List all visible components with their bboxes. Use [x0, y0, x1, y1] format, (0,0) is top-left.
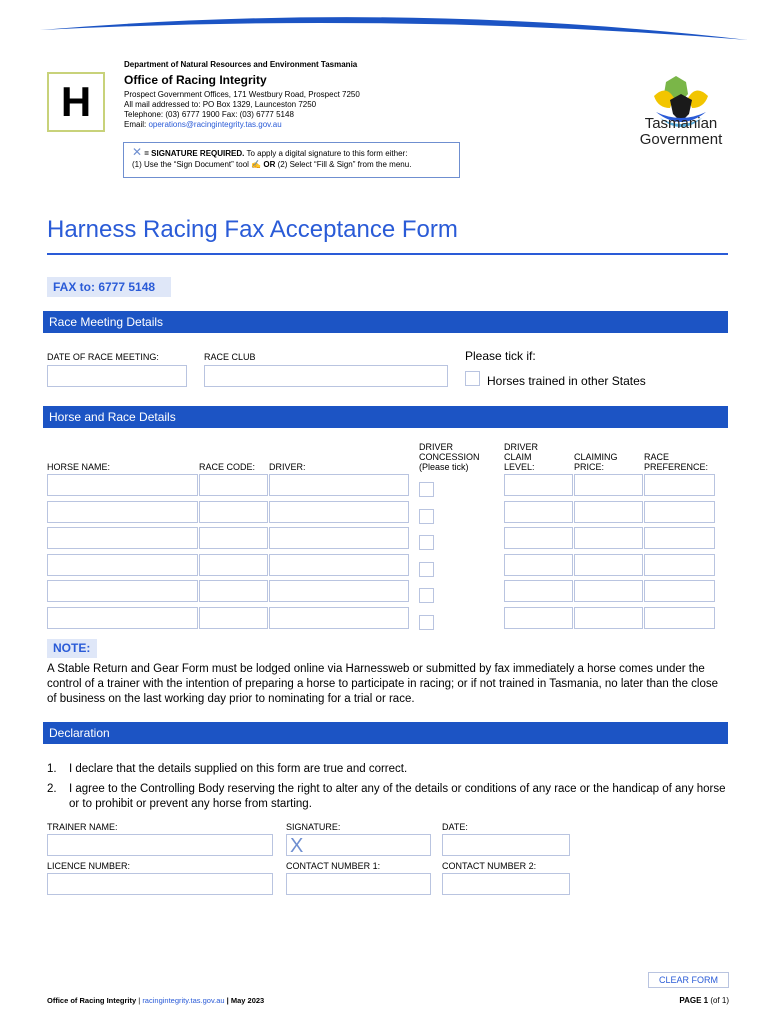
note-tag: NOTE: — [47, 639, 97, 658]
page-prefix: PAGE — [679, 996, 704, 1005]
declaration-item-2-num: 2. — [47, 783, 57, 795]
footer-date: May 2023 — [230, 996, 265, 1005]
phone-line: Telephone: (03) 6777 1900 Fax: (03) 6777 5148 — [124, 110, 294, 119]
race-code-input[interactable] — [199, 554, 268, 576]
contact-block — [124, 90, 360, 130]
driver-concession-checkbox[interactable] — [419, 615, 434, 630]
footer-sep-1: | — [136, 996, 143, 1005]
declaration-item-1-text: I declare that the details supplied on this form are true and correct. — [69, 763, 408, 775]
mail-line: All mail addressed to: PO Box 1329, Launceston 7250 — [124, 100, 317, 109]
race-preference-input[interactable] — [644, 607, 715, 629]
col-race-code: RACE CODE: — [199, 462, 256, 472]
address-line: Prospect Government Offices, 171 Westbury Road, Prospect 7250 — [124, 90, 360, 99]
race-code-input[interactable] — [199, 501, 268, 523]
page-number — [660, 996, 729, 1005]
email-link[interactable]: operations@racingintegrity.tas.gov.au — [148, 120, 282, 129]
race-preference-input[interactable] — [644, 554, 715, 576]
claiming-price-input[interactable] — [574, 527, 643, 549]
trainer-name-label: TRAINER NAME: — [47, 822, 118, 832]
claiming-price-input[interactable] — [574, 501, 643, 523]
driver-input[interactable] — [269, 501, 409, 523]
driver-claim-level-input[interactable] — [504, 527, 573, 549]
licence-number-label: LICENCE NUMBER: — [47, 861, 131, 871]
department-name: Department of Natural Resources and Environment Tasmania — [124, 60, 358, 69]
race-code-input[interactable] — [199, 580, 268, 602]
race-preference-input[interactable] — [644, 527, 715, 549]
col-driver-concession — [419, 442, 480, 472]
col-concession-l2: CONCESSION — [419, 452, 480, 462]
signature-input[interactable] — [286, 834, 431, 856]
form-letter: H — [60, 78, 92, 125]
contact-number-2-input[interactable] — [442, 873, 570, 895]
col-concession-l3: (Please tick) — [419, 462, 469, 472]
driver-concession-checkbox[interactable] — [419, 588, 434, 603]
fill-sign-text: (2) Select “Fill & Sign” from the menu. — [277, 160, 412, 169]
page-suffix: (of 1) — [708, 996, 729, 1005]
driver-concession-checkbox[interactable] — [419, 482, 434, 497]
driver-claim-level-input[interactable] — [504, 501, 573, 523]
licence-number-input[interactable] — [47, 873, 273, 895]
logo-line2: Government — [639, 131, 723, 148]
col-pref-l2: PREFERENCE: — [644, 462, 709, 472]
driver-concession-checkbox[interactable] — [419, 562, 434, 577]
horse-name-input[interactable] — [47, 580, 198, 602]
col-claim-l3: LEVEL: — [504, 462, 535, 472]
col-driver: DRIVER: — [269, 462, 306, 472]
signature-instructions-line1 — [132, 147, 451, 159]
claiming-price-input[interactable] — [574, 580, 643, 602]
driver-claim-level-input[interactable] — [504, 474, 573, 496]
signature-x-icon: ✕ — [132, 145, 143, 159]
trainer-name-input[interactable] — [47, 834, 273, 856]
declaration-item-1 — [47, 762, 727, 777]
signature-label: SIGNATURE: — [286, 822, 341, 832]
driver-claim-level-input[interactable] — [504, 580, 573, 602]
footer-info — [47, 996, 264, 1005]
horse-name-input[interactable] — [47, 607, 198, 629]
signature-instructions — [123, 142, 460, 178]
signature-x-mark: X — [290, 835, 304, 857]
col-race-preference — [644, 452, 708, 472]
col-price-l2: PRICE: — [574, 462, 605, 472]
col-concession-l1: DRIVER — [419, 442, 454, 452]
race-preference-input[interactable] — [644, 474, 715, 496]
office-name: Office of Racing Integrity — [124, 73, 267, 87]
date-label: DATE: — [442, 822, 468, 832]
title-divider — [47, 253, 728, 255]
race-code-input[interactable] — [199, 607, 268, 629]
driver-input[interactable] — [269, 607, 409, 629]
driver-input[interactable] — [269, 527, 409, 549]
race-date-input[interactable] — [47, 365, 187, 387]
sign-pen-icon: ✍ — [251, 160, 262, 169]
claiming-price-input[interactable] — [574, 474, 643, 496]
footer-office: Office of Racing Integrity — [47, 996, 137, 1005]
col-pref-l1: RACE — [644, 452, 670, 462]
col-claiming-price — [574, 452, 618, 472]
horse-name-input[interactable] — [47, 474, 198, 496]
horses-other-states-label: Horses trained in other States — [487, 374, 646, 388]
driver-claim-level-input[interactable] — [504, 554, 573, 576]
horse-name-input[interactable] — [47, 501, 198, 523]
race-preference-input[interactable] — [644, 580, 715, 602]
race-club-label: RACE CLUB — [204, 352, 256, 362]
driver-input[interactable] — [269, 554, 409, 576]
horse-name-input[interactable] — [47, 527, 198, 549]
declaration-item-2-text: I agree to the Controlling Body reserving the right to alter any of the details or conditions of any race or the handicap of any horse or to prohibit or prevent any horse from starting. — [69, 783, 726, 810]
race-meeting-heading: Race Meeting Details — [43, 311, 728, 333]
footer-site-link[interactable]: racingintegrity.tas.gov.au — [142, 996, 225, 1005]
driver-concession-checkbox[interactable] — [419, 535, 434, 550]
contact-number-2-label: CONTACT NUMBER 2: — [442, 861, 537, 871]
race-preference-input[interactable] — [644, 501, 715, 523]
date-input[interactable] — [442, 834, 570, 856]
race-code-input[interactable] — [199, 527, 268, 549]
race-club-input[interactable] — [204, 365, 448, 387]
driver-concession-checkbox[interactable] — [419, 509, 434, 524]
signature-apply-text: To apply a digital signature to this form either: — [244, 149, 408, 158]
signature-instructions-line2 — [132, 159, 451, 170]
horse-name-input[interactable] — [47, 554, 198, 576]
col-claim-l1: DRIVER — [504, 442, 539, 452]
page-num: 1 — [703, 996, 709, 1005]
fax-to-tag: FAX to: 6777 5148 — [47, 277, 171, 297]
logo-line1: Tasmanian — [644, 115, 718, 132]
contact-number-1-label: CONTACT NUMBER 1: — [286, 861, 381, 871]
or-text: OR — [261, 160, 278, 169]
declaration-heading: Declaration — [43, 722, 728, 744]
col-price-l1: CLAIMING — [574, 452, 618, 462]
email-label: Email: — [124, 120, 149, 129]
horse-race-heading: Horse and Race Details — [43, 406, 728, 428]
driver-input[interactable] — [269, 580, 409, 602]
claiming-price-input[interactable] — [574, 554, 643, 576]
sign-tool-text: (1) Use the “Sign Document” tool — [132, 160, 249, 169]
clear-form-button[interactable]: CLEAR FORM — [648, 972, 729, 988]
horses-other-states-checkbox[interactable] — [465, 371, 480, 386]
driver-claim-level-input[interactable] — [504, 607, 573, 629]
col-claim-l2: CLAIM — [504, 452, 532, 462]
declaration-item-2 — [47, 782, 727, 812]
please-tick-label: Please tick if: — [465, 349, 536, 363]
contact-number-1-input[interactable] — [286, 873, 431, 895]
note-text: A Stable Return and Gear Form must be lodged online via Harnessweb or submitted by fax immediately a horse comes under the control of a trainer with the intention of preparing a horse to participate in racing; or if not trained in Tasmania, no later than the close of business on the last working day prior to nominating for a trial or race. — [47, 663, 719, 705]
form-title: Harness Racing Fax Acceptance Form — [47, 216, 458, 243]
driver-input[interactable] — [269, 474, 409, 496]
header-swoosh — [0, 0, 770, 50]
race-date-label: DATE OF RACE MEETING: — [47, 352, 159, 362]
logo-wordmark — [626, 116, 736, 148]
claiming-price-input[interactable] — [574, 607, 643, 629]
email-line — [124, 120, 360, 130]
declaration-item-1-num: 1. — [47, 763, 57, 775]
col-horse-name: HORSE NAME: — [47, 462, 111, 472]
race-code-input[interactable] — [199, 474, 268, 496]
form-letter-badge — [47, 72, 105, 132]
signature-required-text: = SIGNATURE REQUIRED. — [142, 149, 245, 158]
col-driver-claim-level — [504, 442, 538, 472]
footer-sep-2: | — [224, 996, 231, 1005]
